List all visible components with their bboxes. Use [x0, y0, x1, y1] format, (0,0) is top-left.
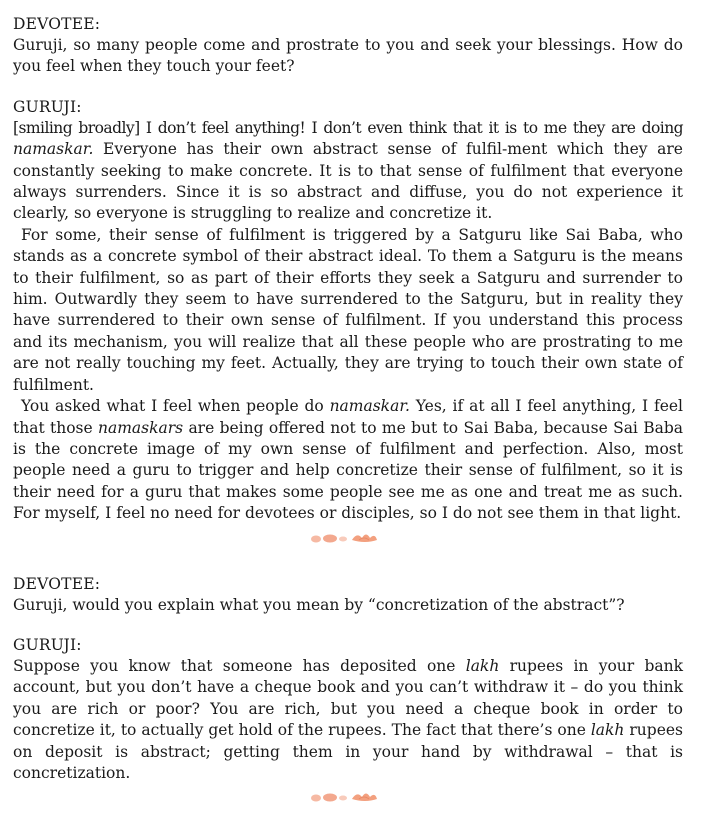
answer-body-text: Everyone has their own abstract sense of fulfil-ment which they are constantly seeking to make concrete. It is to that sense of fulfilment that everyone always surrenders. Since it is so abstract and diffuse, you do not experience it clearly, so everyone is struggling to realize and concretize it.: [13, 140, 683, 223]
answer-text: rupees in your bank account, but you don’t have a cheque book and you can’t withdraw it – do you think you are rich or poor? You are rich, but you need a cheque book in order to concretize it, to actually get hold of the rupees. The fact that there’s one: [13, 656, 683, 740]
italic-term: namaskars: [98, 418, 184, 437]
devotee-question: Guruji, would you explain what you mean by “concretization of the abstract”?: [13, 595, 625, 614]
answer-text: Suppose you know that someone has deposited one: [13, 656, 466, 675]
guruji-answer-paragraph-3: [13, 396, 683, 524]
italic-term: namaskar.: [13, 140, 94, 159]
answer-text: Yes, if at all I feel anything, I feel that those: [13, 397, 683, 437]
section-divider-ornament: [13, 784, 683, 814]
guruji-answer-paragraph: [13, 656, 683, 784]
guruji-answer-paragraph-2: For some, their sense of fulfilment is triggered by a Satguru like Sai Baba, who stands as a concrete symbol of their abstract ideal. To them a Satguru is the means to their fulfilment, so as part of their efforts they seek a Satguru and surrender to him. Outwardly they seem to have surrendered to the Satguru, but in reality they have surrendered to their own sense of fulfilment. If you understand this process and its mechanism, you will realize that all these people who are prostrating to me are not really touching my feet. Actually, they are trying to touch their own state of fulfilment.: [13, 225, 683, 394]
section-divider-ornament: [13, 525, 683, 555]
lotus-flower-ornament-icon: [310, 790, 380, 804]
speaker-label-guruji: GURUJI:: [13, 97, 82, 116]
answer-text: are being offered not to me but to Sai Baba, because Sai Baba is the concrete image of my own sense of fulfilment and perfection. Also, most people need a guru to trigger and help concretize their sense of fulfilment, so it is their need for a guru that makes some people see me as one and treat me as such. For myself, I feel no need for devotees or disciples, so I do not see them in that light.: [13, 418, 683, 523]
guruji-answer-paragraph-1: [13, 118, 683, 225]
italic-term: lakh: [590, 721, 625, 740]
speaker-label-devotee: DEVOTEE:: [13, 574, 101, 593]
answer-text: rupees on deposit is abstract; getting them in your hand by withdrawal – that is concretization.: [13, 721, 683, 782]
speaker-label-guruji: GURUJI:: [13, 635, 82, 654]
document-page: [13, 14, 683, 814]
answer-text: You asked what I feel when people do: [21, 397, 330, 416]
answer-opening-text: [smiling broadly] I don’t feel anything! I don’t even think that it is to me they are doing: [13, 118, 683, 137]
devotee-question: Guruji, so many people come and prostrate to you and seek your blessings. How do you feel when they touch your feet?: [13, 36, 683, 76]
speaker-label-devotee: DEVOTEE:: [13, 15, 101, 33]
lotus-flower-ornament-icon: [310, 531, 380, 545]
italic-term: lakh: [465, 656, 500, 675]
italic-term: namaskar.: [329, 397, 410, 416]
